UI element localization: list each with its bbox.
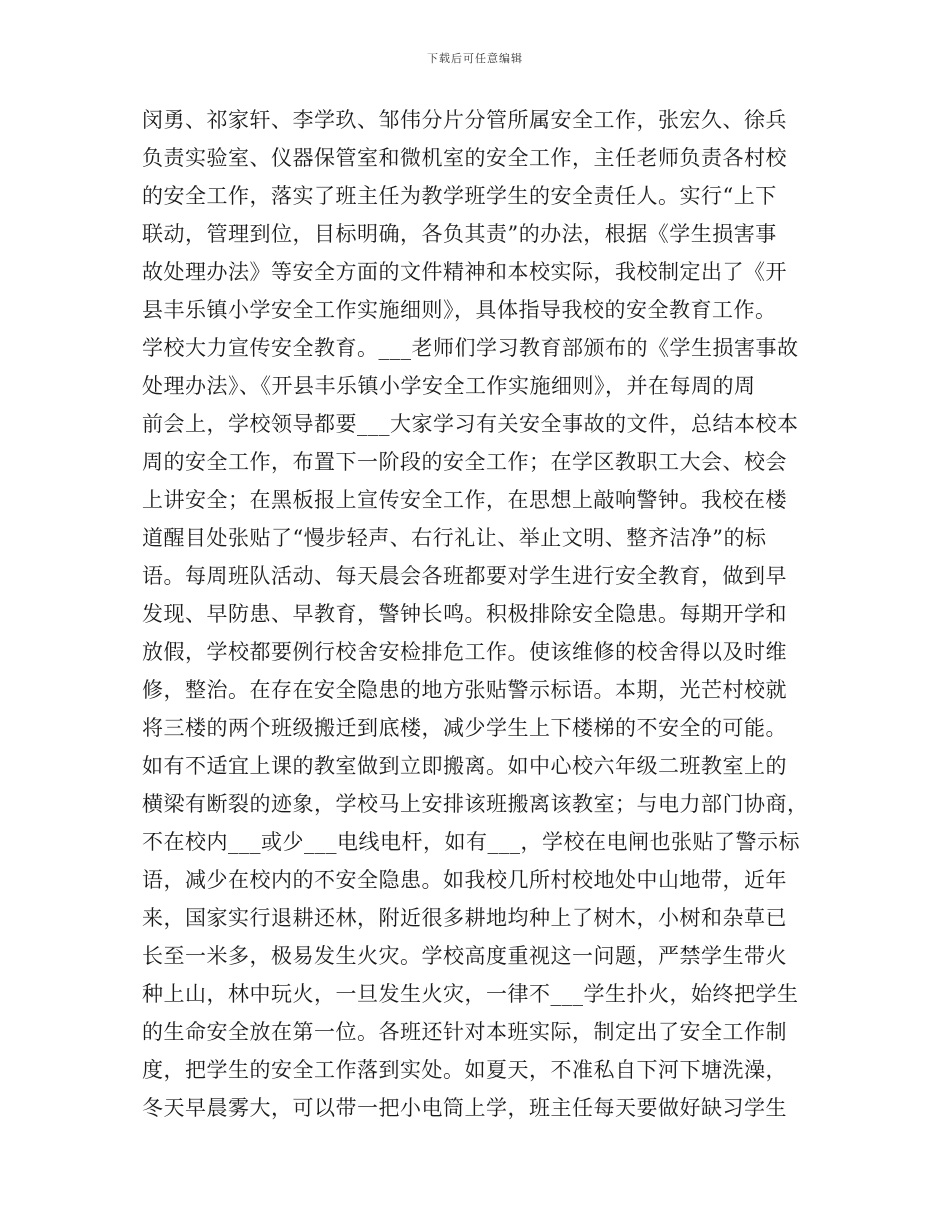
- text-line: 上讲安全；在黑板报上宣传安全工作，在思想上敲响警钟。我校在楼: [142, 488, 787, 512]
- page-header: 下载后可任意编辑: [427, 52, 523, 65]
- text-line: 横梁有断裂的迹象，学校马上安排该班搬离该教室；与电力部门协商，: [142, 792, 809, 816]
- text-line: 周的安全工作，布置下一阶段的安全工作；在学区教职工大会、校会: [142, 450, 787, 474]
- text-line: 县丰乐镇小学安全工作实施细则》，具体指导我校的安全教育工作。: [142, 298, 777, 322]
- text-line: 度，把学生的安全工作落到实处。如夏天，不准私自下河下塘洗澡，: [142, 1058, 787, 1082]
- text-line: 前会上，学校领导都要___大家学习有关安全事故的文件，总结本校本: [142, 412, 799, 436]
- text-line: 闵勇、祁家轩、李学玖、邹伟分片分管所属安全工作，张宏久、徐兵: [142, 108, 787, 132]
- text-line: 将三楼的两个班级搬迁到底楼，减少学生上下楼梯的不安全的可能。: [142, 716, 787, 740]
- text-line: 长至一米多，极易发生火灾。学校高度重视这一问题，严禁学生带火: [142, 944, 787, 968]
- text-line: 语，减少在校内的不安全隐患。如我校几所村校地处中山地带，近年: [142, 868, 787, 892]
- text-line: 来，国家实行退耕还林，附近很多耕地均种上了树木，小树和杂草已: [142, 906, 787, 930]
- text-line: 放假，学校都要例行校舍安检排危工作。使该维修的校舍得以及时维: [142, 640, 787, 664]
- text-line: 修，整治。在存在安全隐患的地方张贴警示标语。本期，光芒村校就: [142, 678, 787, 702]
- text-line: 的安全工作，落实了班主任为教学班学生的安全责任人。实行“上下: [142, 184, 777, 208]
- text-line: 道醒目处张贴了“慢步轻声、右行礼让、举止文明、整齐洁净”的标: [142, 526, 767, 550]
- text-line: 冬天早晨雾大，可以带一把小电筒上学，班主任每天要做好缺习学生: [142, 1096, 787, 1120]
- text-line: 故处理办法》等安全方面的文件精神和本校实际，我校制定出了《开: [142, 260, 787, 284]
- document-body: [142, 101, 832, 1127]
- text-line: 如有不适宜上课的教室做到立即搬离。如中心校六年级二班教室上的: [142, 754, 787, 778]
- text-line: 处理办法》、《开县丰乐镇小学安全工作实施细则》，并在每周的周: [142, 374, 756, 398]
- text-line: 学校大力宣传安全教育。___老师们学习教育部颁布的《学生损害事故: [142, 336, 799, 360]
- text-line: 不在校内___或少___电线电杆，如有___，学校在电闸也张贴了警示标: [142, 830, 800, 854]
- text-line: 发现、早防患、早教育，警钟长鸣。积极排除安全隐患。每期开学和: [142, 602, 787, 626]
- text-line: 种上山，林中玩火，一旦发生火灾，一律不___学生扑火，始终把学生: [142, 982, 799, 1006]
- text-line: 的生命安全放在第一位。各班还针对本班实际，制定出了安全工作制: [142, 1020, 787, 1044]
- text-line: 负责实验室、仪器保管室和微机室的安全工作，主任老师负责各村校: [142, 146, 787, 170]
- text-line: 联动，管理到位，目标明确，各负其责”的办法，根据《学生损害事: [142, 222, 777, 246]
- text-line: 语。每周班队活动、每天晨会各班都要对学生进行安全教育，做到早: [142, 564, 787, 588]
